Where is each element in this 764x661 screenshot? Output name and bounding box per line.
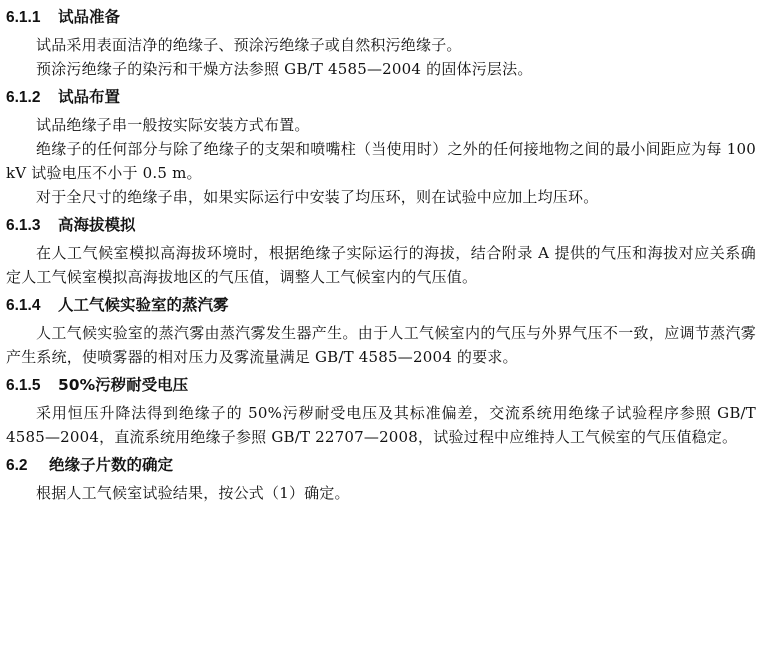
section-6-2 [6, 454, 756, 505]
section-number: 6.1.2 [6, 89, 41, 106]
section-title: 绝缘子片数的确定 [49, 456, 174, 474]
paragraph: 预涂污绝缘子的染污和干燥方法参照 GB/T 4585—2004 的固体污层法。 [36, 60, 533, 78]
paragraph: 绝缘子的任何部分与除了绝缘子的支架和喷嘴柱（当使用时）之外的任何接地物之间的最小间距应为每 100 kV 试验电压不小于 0.5 m。 [6, 140, 756, 182]
paragraph: 试品采用表面洁净的绝缘子、预涂污绝缘子或自然积污绝缘子。 [36, 36, 462, 54]
section-6-1-3 [6, 214, 756, 294]
section-number: 6.2 [6, 457, 28, 474]
section-heading [6, 86, 756, 108]
section-title: 人工气候实验室的蒸汽雾 [58, 296, 229, 314]
section-6-1-4 [6, 294, 756, 374]
section-heading [6, 6, 756, 28]
section-number: 6.1.5 [6, 377, 41, 394]
section-6-1-1 [6, 6, 756, 86]
paragraph: 对于全尺寸的绝缘子串，如果实际运行中安装了均压环，则在试验中应加上均压环。 [36, 188, 599, 206]
paragraph: 采用恒压升降法得到绝缘子的 50%污秽耐受电压及其标准偏差，交流系统用绝缘子试验程序参照 GB/T 4585—2004，直流系统用绝缘子参照 GB/T 22707—2008，试验过程中应维持人工气候室的气压值稳定。 [6, 404, 756, 446]
section-heading [6, 294, 756, 316]
section-number: 6.1.3 [6, 217, 41, 234]
section-heading [6, 454, 756, 476]
section-number: 6.1.4 [6, 297, 41, 314]
section-title: 高海拔模拟 [58, 216, 136, 234]
section-number: 6.1.1 [6, 9, 41, 26]
paragraph: 试品绝缘子串一般按实际安装方式布置。 [36, 116, 310, 134]
section-title: 50%污秽耐受电压 [58, 376, 189, 394]
section-heading [6, 374, 756, 396]
paragraph: 根据人工气候室试验结果，按公式（1）确定。 [36, 484, 350, 502]
section-6-1-2 [6, 86, 756, 214]
section-heading [6, 214, 756, 236]
section-title: 试品准备 [58, 8, 121, 26]
paragraph: 人工气候实验室的蒸汽雾由蒸汽雾发生器产生。由于人工气候室内的气压与外界气压不一致，应调节蒸汽雾产生系统，使喷雾器的相对压力及雾流量满足 GB/T 4585—2004 的要求。 [6, 324, 756, 366]
section-6-1-5 [6, 374, 756, 454]
paragraph: 在人工气候室模拟高海拔环境时，根据绝缘子实际运行的海拔，结合附录 A 提供的气压和海拔对应关系确定人工气候室模拟高海拔地区的气压值，调整人工气候室内的气压值。 [6, 244, 756, 286]
section-title: 试品布置 [58, 88, 121, 106]
